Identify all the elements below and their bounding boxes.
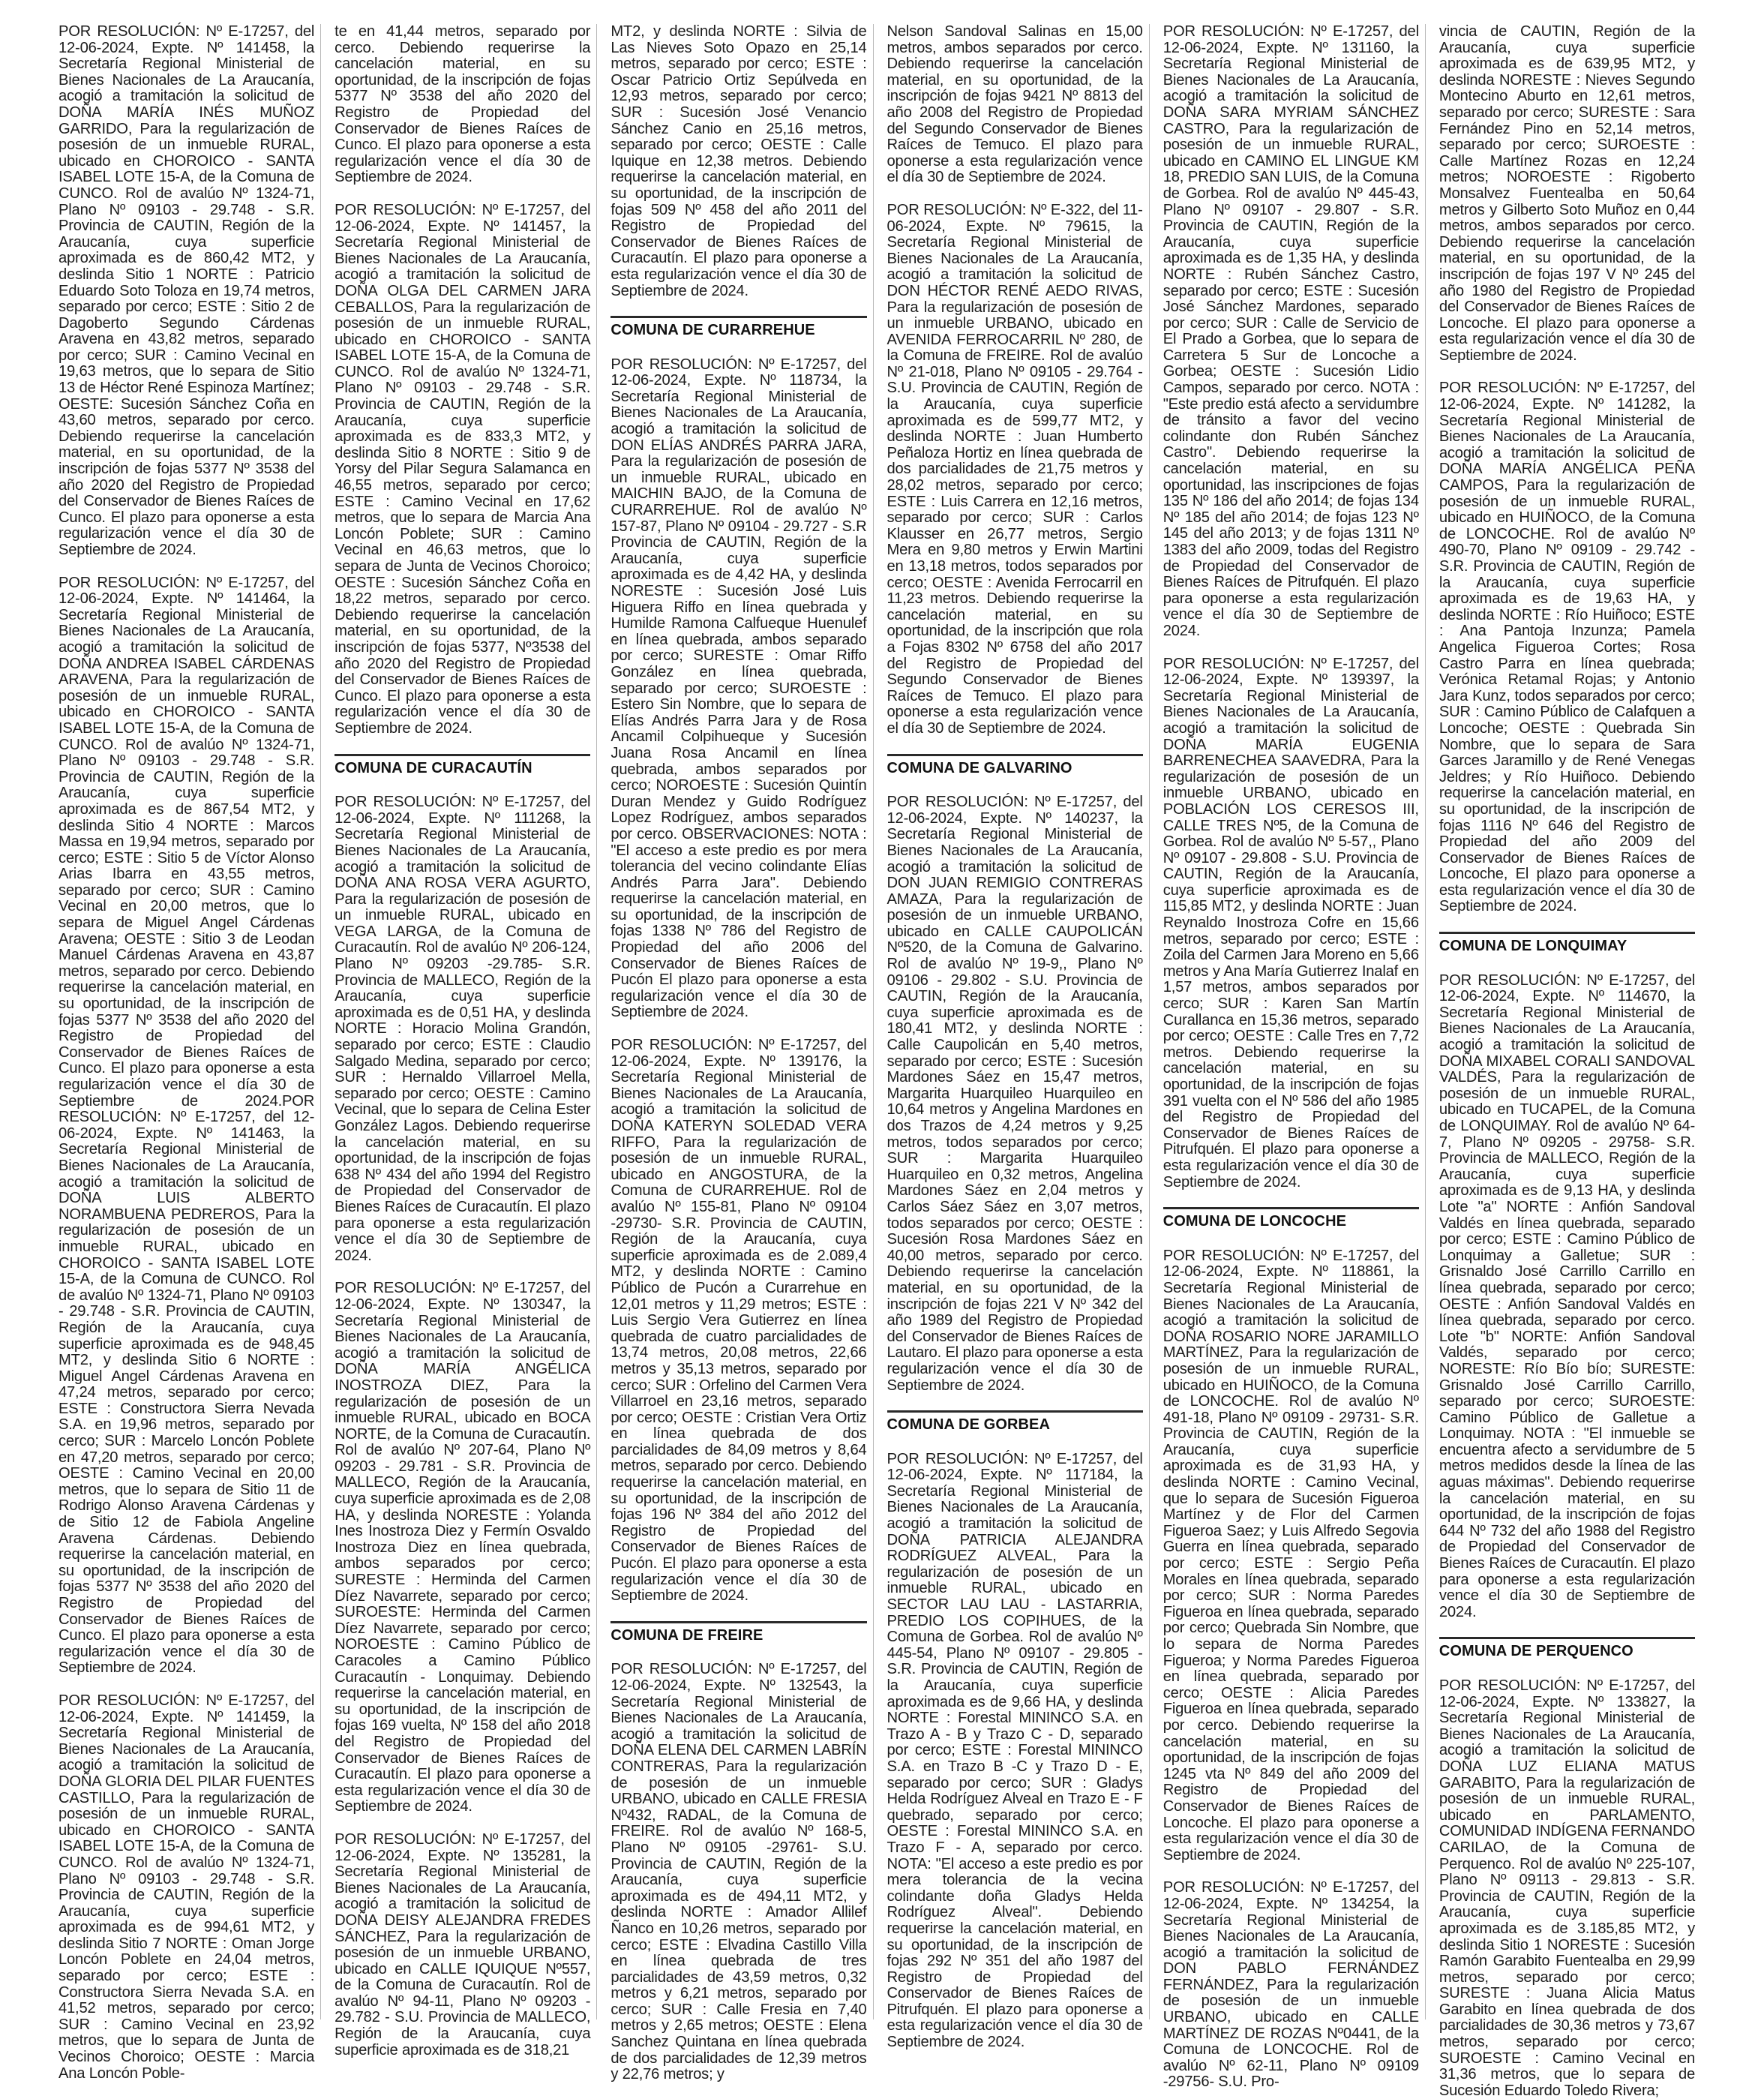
section-heading: COMUNA DE CURARREHUE — [610, 316, 866, 344]
legal-notice: POR RESOLUCIÓN: Nº E-17257, del 12-06-2024, Expte. Nº 135281, la Secretaría Regional Ministerial de Bienes Nacionales de La Araucanía, acogió a tramitación la solicitud de DOÑA DEISY ALEJANDRA FREDES SÁNCHEZ, Para la regularización de posesión de un inmueble URBANO, ubicado en CALLE IQUIQUE Nº557, de la Comuna de Curacautín. Rol de avalúo Nº 94-11, Plano Nº 09203 - 29.782 - S.U. Provincia de MALLECO, Región de la Araucanía, cuya superficie aproximada es de 318,21 — [334, 1830, 591, 2058]
legal-notice: POR RESOLUCIÓN: Nº E-17257, del 12-06-2024, Expte. Nº 140237, la Secretaría Regional Ministerial de Bienes Nacionales de La Araucanía, acogió a tramitación la solicitud de DON JUAN REMIGIO CONTRERAS AMAZA, Para la regularización de posesión de un inmueble URBANO, ubicado en CALLE CAUPOLICÁN Nº520, de la Comuna de Galvarino. Rol de avalúo Nº 19-9,, Plano Nº 09106 - 29.802 - S.U. Provincia de CAUTIN, Región de la Araucanía, cuya superficie aproximada es de 180,41 MT2, y deslinda NORTE : Calle Caupolicán en 5,40 metros, separado por cerco; ESTE : Sucesión Mardones Sáez en 15,47 metros, Margarita Huarquileo Huarquileo en 10,64 metros y Angelina Mardones en dos Trazos de 4,24 metros y 9,25 metros, todos separados por cerco; SUR : Margarita Huarquileo Huarquileo en 0,32 metros, Angelina Mardones Sáez en 2,04 metros y Carlos Sáez Sáez en 3,07 metros, todos separados por cerco; OESTE : Sucesión Rosa Mardones Sáez en 40,00 metros, separado por cerco. Debiendo requerirse la cancelación material, en su oportunidad, de la inscripción de fojas 221 V Nº 342 del año 1989 del Registro de Propiedad del Conservador de Bienes Raíces de Lautaro. El plazo para oponerse a esta regularización vence el día 30 de Septiembre de 2024. — [886, 794, 1143, 1394]
legal-notice: POR RESOLUCIÓN: Nº E-17257, del 12-06-2024, Expte. Nº 118861, la Secretaría Regional Ministerial de Bienes Nacionales de La Araucanía, acogió a tramitación la solicitud de DOÑA ROSARIO NORE JARAMILLO MARTÍNEZ, Para la regularización de posesión de un inmueble RURAL, ubicado en HUIÑOCO, de la Comuna de LONCOCHE. Rol de avalúo Nº 491-18, Plano Nº 09109 - 29731- S.R. Provincia de CAUTIN, Región de la Araucanía, cuya superficie aproximada es de 31,93 HA, y deslinda NORTE : Camino Vecinal, que lo separa de Sucesión Figueroa Martínez y de Flor del Carmen Figueroa Saez; y Luis Alfredo Segovia Guerra en línea quebrada, separado por cerco; ESTE : Sergio Peña Morales en línea quebrada, separado por cerco; SUR : Norma Paredes Figueroa en línea quebrada, separado por cerco; Quebrada Sin Nombre, que lo separa de Norma Paredes Figueroa; y Norma Paredes Figueroa en línea quebrada, separado por cerco; OESTE : Alicia Paredes Figueroa en línea quebrada, separado por cerco. Debiendo requerirse la cancelación material, en su oportunidad, de la inscripción de fojas 1245 vta Nº 849 del año 2009 del Registro de Propiedad del Conservador de Bienes Raíces de Loncoche. El plazo para oponerse a esta regularización vence el día 30 de Septiembre de 2024. — [1162, 1247, 1419, 1863]
section-heading: COMUNA DE LONQUIMAY — [1439, 932, 1695, 959]
legal-notice: POR RESOLUCIÓN: Nº E-17257, del 12-06-2024, Expte. Nº 134254, la Secretaría Regional Ministerial de Bienes Nacionales de La Araucanía, acogió a tramitación la solicitud de DON PABLO FERNÁNDEZ FERNÁNDEZ, Para la regularización de posesión de un inmueble URBANO, ubicado en CALLE MARTÍNEZ DE ROZAS Nº0441, de la Comuna de LONCOCHE. Rol de avalúo Nº 62-11, Plano Nº 09109 -29756- S.U. Pro- — [1162, 1879, 1419, 2091]
legal-notice: vincia de CAUTIN, Región de la Araucanía, cuya superficie aproximada es de 639,95 MT2, y deslinda NORESTE : Nieves Segundo Montecino Aburto en 12,61 metros, separado por cerco; SURESTE : Sara Fernández Pino en 52,14 metros, separado por cerco; SUROESTE : Calle Martínez Rozas en 12,24 metros; NOROESTE : Rigoberto Monsalvez Fuentealba en 50,64 metros y Gilberto Soto Muñoz en 0,44 metros, ambos separados por cerco. Debiendo requerirse la cancelación material, en su oportunidad, de la inscripción de fojas 197 V Nº 245 del año 1980 del Registro de Propiedad del Conservador de Bienes Raíces de Loncoche. El plazo para oponerse a esta regularización vence el día 30 de Septiembre de 2024. — [1438, 23, 1696, 364]
legal-notice: POR RESOLUCIÓN: Nº E-17257, del 12-06-2024, Expte. Nº 141282, la Secretaría Regional Ministerial de Bienes Nacionales de La Araucanía, acogió a tramitación la solicitud de DOÑA MARÍA ANGÉLICA PEÑA CAMPOS, Para la regularización de posesión de un inmueble RURAL, ubicado en HUIÑOCO, de la Comuna de LONCOCHE. Rol de avalúo Nº 490-70, Plano Nº 09109 - 29.742 - S.R. Provincia de CAUTIN, Región de la Araucanía, cuya superficie aproximada es de 19,63 HA, y deslinda NORTE : Río Huiñoco; ESTE : Ana Pantoja Inzunza; Pamela Angelica Figueroa Cortes; Rosa Castro Parra en línea quebrada; Verónica Retamal Rojas; y Antonio Jara Kunz, todos separados por cerco; SUR : Camino Público de Calafquen a Loncoche; OESTE : Quebrada Sin Nombre, que lo separa de Sara Garces Jaramillo y de René Venegas Jeldres; y Río Huiñoco. Debiendo requerirse la cancelación material, en su oportunidad, de la inscripción de fojas 1116 Nº 646 del Registro de Propiedad del año 2009 del Conservador de Bienes Raíces de Loncoche, El plazo para oponerse a esta regularización vence el día 30 de Septiembre de 2024. — [1438, 380, 1696, 915]
column-1 — [58, 23, 321, 2082]
legal-notice: POR RESOLUCIÓN: Nº E-17257, del 12-06-2024, Expte. Nº 139176, la Secretaría Regional Ministerial de Bienes Nacionales de La Araucanía, acogió a tramitación la solicitud de DOÑA KATERYN SOLEDAD VERA RIFFO, Para la regularización de posesión de un inmueble RURAL, ubicado en ANGOSTURA, de la Comuna de CURARREHUE. Rol de avalúo Nº 155-81, Plano Nº 09104 -29730- S.R. Provincia de CAUTIN, Región de la Araucanía, cuya superficie aproximada es de 2.089,4 MT2, y deslinda NORTE : Camino Público de Pucón a Curarrehue en 12,01 metros y 11,29 metros; ESTE : Luis Sergio Vera Gutierrez en línea quebrada de cuatro parcialidades de 13,74 metros, 20,08 metros, 22,66 metros y 35,13 metros, separado por cerco; SUR : Orfelino del Carmen Vera Villarroel en 23,16 metros, separado por cerco; OESTE : Cristian Vera Ortiz en línea quebrada de dos parcialidades de 84,09 metros y 8,64 metros, separado por cerco. Debiendo requerirse la cancelación material, en su oportunidad, de la inscripción de fojas 196 Nº 384 del año 2012 del Registro de Propiedad del Conservador de Bienes Raíces de Pucón. El plazo para oponerse a esta regularización vence el día 30 de Septiembre de 2024. — [610, 1037, 867, 1605]
section-heading: COMUNA DE GORBEA — [887, 1410, 1143, 1438]
legal-notice: POR RESOLUCIÓN: Nº E-17257, del 12-06-2024, Expte. Nº 118734, la Secretaría Regional Ministerial de Bienes Nacionales de La Araucanía, acogió a tramitación la solicitud de DON ELÍAS ANDRÉS PARRA JARA, Para la regularización de posesión de un inmueble RURAL, ubicado en MAICHIN BAJO, de la Comuna de CURARREHUE. Rol de avalúo Nº 157-87, Plano Nº 09104 - 29.727 - S.R Provincia de CAUTIN, Región de la Araucanía, cuya superficie aproximada es de 4,42 HA, y deslinda NORESTE : Sucesión José Luis Higuera Riffo en línea quebrada y Humilde Ramona Calfueque Huenulef en línea quebrada, ambos separado por cerco; SURESTE : Omar Riffo González en línea quebrada, separado por cerco; SUROESTE : Estero Sin Nombre, que lo separa de Elías Andrés Parra Jara y de Rosa Ancamil Colpihueque y Sucesión Juana Rosa Ancamil en línea quebrada, ambos separados por cerco; NOROESTE : Sucesión Quintín Duran Mendez y Guido Rodríguez Lopez Rodríguez, ambos separados por cerco. OBSERVACIONES: NOTA : "El acceso a este predio es por mera tolerancia del vecino colindante Elías Andrés Parra Jara". Debiendo requerirse la cancelación material, en su oportunidad, de la inscripción de fojas 1338 Nº 786 del Registro de Propiedad del año 2006 del Conservador de Bienes Raíces de Pucón El plazo para oponerse a esta regularización vence el día 30 de Septiembre de 2024. — [610, 356, 867, 1021]
column-5 — [1162, 23, 1426, 2091]
legal-notice: POR RESOLUCIÓN: Nº E-17257, del 12-06-2024, Expte. Nº 141457, la Secretaría Regional Ministerial de Bienes Nacionales de La Araucanía, acogió a tramitación la solicitud de DOÑA OLGA DEL CARMEN JARA CEBALLOS, Para la regularización de posesión de un inmueble RURAL, ubicado en CHOROICO - SANTA ISABEL LOTE 15-A, de la Comuna de CUNCO. Rol de avalúo Nº 1324-71, Plano Nº 09103 - 29.748 - S.R. Provincia de CAUTIN, Región de la Araucanía, cuya superficie aproximada es de 833,3 MT2, y deslinda Sitio 8 NORTE : Sitio 9 de Yorsy del Pilar Segura Salamanca en 46,55 metros, separado por cerco; ESTE : Camino Vecinal en 17,62 metros, que lo separa de Marcia Ana Loncón Poblete; SUR : Camino Vecinal en 46,63 metros, que lo separa de Junta de Vecinos Choroico; OESTE : Sucesión Sánchez Coña en 18,22 metros, separado por cerco. Debiendo requerirse la cancelación material, en su oportunidad, de la inscripción de fojas 5377, Nº3538 del año 2020 del Registro de Propiedad del Conservador de Bienes Raíces de Cunco. El plazo para oponerse a esta regularización vence el día 30 de Septiembre de 2024. — [334, 201, 591, 737]
legal-notice: Nelson Sandoval Salinas en 15,00 metros, ambos separados por cerco. Debiendo requerirse la cancelación material, en su oportunidad, de la inscripción de fojas 9421 Nº 8813 del año 2008 del Registro de Propiedad del Segundo Conservador de Bienes Raíces de Temuco. El plazo para oponerse a esta regularización vence el día 30 de Septiembre de 2024. — [886, 23, 1143, 186]
legal-notice: POR RESOLUCIÓN: Nº E-322, del 11-06-2024, Expte. Nº 79615, la Secretaría Regional Ministerial de Bienes Nacionales de La Araucanía, acogió a tramitación la solicitud de DON HÉCTOR RENÉ AEDO RIVAS, Para la regularización de posesión de un inmueble URBANO, ubicado en AVENIDA FERROCARRIL Nº 280, de la Comuna de FREIRE. Rol de avalúo Nº 21-018, Plano Nº 09105 - 29.764 - S.U. Provincia de CAUTIN, Región de la Araucanía, cuya superficie aproximada es de 599,77 MT2, y deslinda NORTE : Juan Humberto Peñaloza Hortiz en línea quebrada de dos parcialidades de 21,75 metros y 28,02 metros, separado por cerco; ESTE : Luis Carrera en 12,16 metros, separado por cerco; SUR : Carlos Klausser en 26,77 metros, Sergio Mera en 9,80 metros y Erwin Martini en 13,18 metros, todos separados por cerco; OESTE : Avenida Ferrocarril en 11,23 metros. Debiendo requerirse la cancelación material, en su oportunidad, de la inscripción que rola a Fojas 8302 Nº 6758 del año 2017 del Registro de Propiedad del Segundo Conservador de Bienes Raíces de Temuco. El plazo para oponerse a esta regularización vence el día 30 de Septiembre de 2024. — [886, 201, 1143, 737]
legal-notice: POR RESOLUCIÓN: Nº E-17257, del 12-06-2024, Expte. Nº 139397, la Secretaría Regional Ministerial de Bienes Nacionales de La Araucanía, acogió a tramitación la solicitud de DOÑA MARÍA EUGENIA BARRENECHEA SAAVEDRA, Para la regularización de posesión de un inmueble URBANO, ubicado en POBLACIÓN LOS CERESOS III, CALLE TRES Nº5, de la Comuna de Gorbea. Rol de avalúo Nº 5-57,, Plano Nº 09107 - 29.808 - S.U. Provincia de CAUTIN, Región de la Araucanía, cuya superficie aproximada es de 115,85 MT2, y deslinda NORTE : Juan Reynaldo Inostroza Cofre en 15,66 metros, separado por cerco; ESTE : Zoila del Carmen Jara Moreno en 5,66 metros y Ana María Gutierrez Inalaf en 1,57 metros, ambos separados por cerco; SUR : Karen San Martín Curallanca en 15,36 metros, separado por cerco; OESTE : Calle Tres en 7,72 metros. Debiendo requerirse la cancelación material, en su oportunidad, de la inscripción de fojas 391 vuelta con el Nº 586 del año 1985 del Registro de Propiedad del Conservador de Bienes Raíces de Pitrufquén. El plazo para oponerse a esta regularización vence el día 30 de Septiembre de 2024. — [1162, 655, 1419, 1191]
section-heading: COMUNA DE CURACAUTÍN — [334, 754, 590, 782]
section-heading: COMUNA DE LONCOCHE — [1163, 1207, 1419, 1235]
legal-notice: POR RESOLUCIÓN: Nº E-17257, del 12-06-2024, Expte. Nº 111268, la Secretaría Regional Ministerial de Bienes Nacionales de La Araucanía, acogió a tramitación la solicitud de DOÑA ANA ROSA VERA AGURTO, Para la regularización de posesión de un inmueble RURAL, ubicado en VEGA LARGA, de la Comuna de Curacautín. Rol de avalúo Nº 206-124, Plano Nº 09203 -29.785- S.R. Provincia de MALLECO, Región de la Araucanía, cuya superficie aproximada es de 0,51 HA, y deslinda NORTE : Horacio Molina Grandón, separado por cerco; ESTE : Claudio Salgado Medina, separado por cerco; SUR : Hernaldo Villarroel Mella, separado por cerco; OESTE : Camino Vecinal, que lo separa de Celina Ester González Lagos. Debiendo requerirse la cancelación material, en su oportunidad, de la inscripción de fojas 638 Nº 434 del año 1994 del Registro de Propiedad del Conservador de Bienes Raíces de Curacautín. El plazo para oponerse a esta regularización vence el día 30 de Septiembre de 2024. — [334, 794, 591, 1264]
legal-notice: POR RESOLUCIÓN: Nº E-17257, del 12-06-2024, Expte. Nº 141464, la Secretaría Regional Ministerial de Bienes Nacionales de La Araucanía, acogió a tramitación la solicitud de DOÑA ANDREA ISABEL CÁRDENAS ARAVENA, Para la regularización de posesión de un inmueble RURAL, ubicado en CHOROICO - SANTA ISABEL LOTE 15-A, de la Comuna de CUNCO. Rol de avalúo Nº 1324-71, Plano Nº 09103 - 29.748 - S.R. Provincia de CAUTIN, Región de la Araucanía, cuya superficie aproximada es de 867,54 MT2, y deslinda Sitio 4 NORTE : Marcos Massa en 19,94 metros, separado por cerco; ESTE : Sitio 5 de Víctor Alonso Arias Ibarra en 43,55 metros, separado por cerco; SUR : Camino Vecinal en 20,00 metros, que lo separa de Miguel Angel Cárdenas Aravena; OESTE : Sitio 3 de Leodan Manuel Cárdenas Aravena en 43,87 metros, separado por cerco. Debiendo requerirse la cancelación material, en su oportunidad, de la inscripción de fojas 5377 Nº 3538 del año 2020 del Registro de Propiedad del Conservador de Bienes Raíces de Cunco. El plazo para oponerse a esta regularización vence el día 30 de Septiembre de 2024.POR RESOLUCIÓN: Nº E-17257, del 12-06-2024, Expte. Nº 141463, la Secretaría Regional Ministerial de Bienes Nacionales de La Araucanía, acogió a tramitación la solicitud de DOÑA LUIS ALBERTO NORAMBUENA PEDREROS, Para la regularización de posesión de un inmueble RURAL, ubicado en CHOROICO - SANTA ISABEL LOTE 15-A, de la Comuna de CUNCO. Rol de avalúo Nº 1324-71, Plano Nº 09103 - 29.748 - S.R. Provincia de CAUTIN, Región de la Araucanía, cuya superficie aproximada es de 948,45 MT2, y deslinda Sitio 6 NORTE : Miguel Angel Cárdenas Aravena en 47,24 metros, separado por cerco; ESTE : Constructora Sierra Nevada S.A. en 19,96 metros, separado por cerco; SUR : Marcelo Loncón Poblete en 47,20 metros, separado por cerco; OESTE : Camino Vecinal en 20,00 metros, que lo separa de Sitio 11 de Rodrigo Alonso Aravena Cárdenas y de Sitio 12 de Fabiola Angeline Aravena Cárdenas. Debiendo requerirse la cancelación material, en su oportunidad, de la inscripción de fojas 5377 Nº 3538 del año 2020 del Registro de Propiedad del Conservador de Bienes Raíces de Cunco. El plazo para oponerse a esta regularización vence el día 30 de Septiembre de 2024. — [58, 574, 315, 1677]
section-heading: COMUNA DE GALVARINO — [887, 754, 1143, 782]
legal-notice: POR RESOLUCIÓN: Nº E-17257, del 12-06-2024, Expte. Nº 114670, la Secretaría Regional Ministerial de Bienes Nacionales de La Araucanía, acogió a tramitación la solicitud de DOÑA MIXABEL CORALI SANDOVAL VALDÉS, Para la regularización de posesión de un inmueble RURAL, ubicado en TUCAPEL, de la Comuna de LONQUIMAY. Rol de avalúo Nº 64-7, Plano Nº 09205 - 29758- S.R. Provincia de MALLECO, Región de la Araucanía, cuya superficie aproximada es de 9,13 HA, y deslinda Lote "a" NORTE : Anfión Sandoval Valdés en línea quebrada, separado por cerco; ESTE : Camino Público de Lonquimay a Galletue; SUR : Grisnaldo José Carrillo Carrillo en línea quebrada, separado por cerco; OESTE : Anfión Sandoval Valdés en línea quebrada, separado por cerco. Lote "b" NORTE: Anfión Sandoval Valdés, separado por cerco; NORESTE: Río Bío bío; SURESTE: Grisnaldo José Carrillo Carrillo, separado por cerco; SUROESTE: Camino Público de Galletue a Lonquimay. NOTA : "El inmueble se encuentra afecto a servidumbre de 5 metros medidos desde la línea de las aguas máximas". Debiendo requerirse la cancelación material, en su oportunidad, de la inscripción de fojas 644 Nº 732 del año 1988 del Registro de Propiedad del Conservador de Bienes Raíces de Curacautín. El plazo para oponerse a esta regularización vence el día 30 de Septiembre de 2024. — [1438, 971, 1696, 1620]
legal-notice: te en 41,44 metros, separado por cerco. Debiendo requerirse la cancelación material, en su oportunidad, de la inscripción de fojas 5377 Nº 3538 del año 2020 del Registro de Propiedad del Conservador de Bienes Raíces de Cunco. El plazo para oponerse a esta regularización vence el día 30 de Septiembre de 2024. — [334, 23, 591, 186]
legal-notice: POR RESOLUCIÓN: Nº E-17257, del 12-06-2024, Expte. Nº 132543, la Secretaría Regional Ministerial de Bienes Nacionales de La Araucanía, acogió a tramitación la solicitud de DOÑA ELENA DEL CARMEN LABRÍN CONTRERAS, Para la regularización de posesión de un inmueble URBANO, ubicado en CALLE FRESIA Nº432, RADAL, de la Comuna de FREIRE. Rol de avalúo Nº 168-5, Plano Nº 09105 -29761- S.U. Provincia de CAUTIN, Región de la Araucanía, cuya superficie aproximada es de 494,11 MT2, y deslinda NORTE : Amador Allilef Ñanco en 10,26 metros, separado por cerco; ESTE : Elvadina Castillo Villa en línea quebrada de tres parcialidades de 43,59 metros, 0,32 metros y 6,21 metros, separado por cerco; SUR : Calle Fresia en 7,40 metros y 2,65 metros; OESTE : Elena Sanchez Quintana en línea quebrada de dos parcialidades de 12,39 metros y 22,76 metros; y — [610, 1661, 867, 2083]
legal-notice: POR RESOLUCIÓN: Nº E-17257, del 12-06-2024, Expte. Nº 117184, la Secretaría Regional Ministerial de Bienes Nacionales de La Araucanía, acogió a tramitación la solicitud de DOÑA PATRICIA ALEJANDRA RODRÍGUEZ ALVEAL, Para la regularización de posesión de un inmueble RURAL, ubicado en SECTOR LAU LAU - LASTARRIA, PREDIO LOS COPIHUES, de la Comuna de Gorbea. Rol de avalúo Nº 445-54, Plano Nº 09107 - 29.805 - S.R. Provincia de CAUTIN, Región de la Araucanía, cuya superficie aproximada es de 9,66 HA, y deslinda NORTE : Forestal MININCO S.A. en Trazo A - B y Trazo C - D, separado por cerco; ESTE : Forestal MININCO S.A. en Trazo B -C y Trazo D - E, separado por cerco; SUR : Gladys Helda Rodríguez Alveal en Trazo E - F quebrado, separado por cerco; OESTE : Forestal MININCO S.A. en Trazo F - A, separado por cerco. NOTA: "El acceso a este predio es por mera tolerancia de la vecina colindante doña Gladys Helda Rodríguez Alveal". Debiendo requerirse la cancelación material, en su oportunidad, de la inscripción de fojas 292 Nº 351 del año 1987 del Registro de Propiedad del Conservador de Bienes Raíces de Pitrufquén. El plazo para oponerse a esta regularización vence el día 30 de Septiembre de 2024. — [886, 1450, 1143, 2051]
column-2 — [334, 23, 597, 2058]
section-heading: COMUNA DE PERQUENCO — [1439, 1637, 1695, 1665]
section-heading: COMUNA DE FREIRE — [610, 1621, 866, 1649]
legal-notice: POR RESOLUCIÓN: Nº E-17257, del 12-06-2024, Expte. Nº 141458, la Secretaría Regional Ministerial de Bienes Nacionales de La Araucanía, acogió a tramitación la solicitud de DOÑA MARÍA INÉS MUÑOZ GARRIDO, Para la regularización de posesión de un inmueble RURAL, ubicado en CHOROICO - SANTA ISABEL LOTE 15-A, de la Comuna de CUNCO. Rol de avalúo Nº 1324-71, Plano Nº 09103 - 29.748 - S.R. Provincia de CAUTIN, Región de la Araucanía, cuya superficie aproximada es de 860,42 MT2, y deslinda Sitio 1 NORTE : Patricio Eduardo Soto Toloza en 19,74 metros, separado por cerco; ESTE : Sitio 2 de Dagoberto Segundo Cárdenas Aravena en 43,82 metros, separado por cerco; SUR : Camino Vecinal en 19,63 metros, que lo separa de Sitio 13 de Héctor René Espinoza Martínez; OESTE: Sucesión Sánchez Coña en 43,60 metros, separado por cerco. Debiendo requerirse la cancelación material, en su oportunidad, de la inscripción de fojas 5377 Nº 3538 del año 2020 del Registro de Propiedad del Conservador de Bienes Raíces de Cunco. El plazo para oponerse a esta regularización vence el día 30 de Septiembre de 2024. — [58, 23, 315, 558]
legal-notice: POR RESOLUCIÓN: Nº E-17257, del 12-06-2024, Expte. Nº 141459, la Secretaría Regional Ministerial de Bienes Nacionales de La Araucanía, acogió a tramitación la solicitud de DOÑA GLORIA DEL PILAR FUENTES CASTILLO, Para la regularización de posesión de un inmueble RURAL, ubicado en CHOROICO - SANTA ISABEL LOTE 15-A, de la Comuna de CUNCO. Rol de avalúo Nº 1324-71, Plano Nº 09103 - 29.748 - S.R. Provincia de CAUTIN, Región de la Araucanía, cuya superficie aproximada es de 994,61 MT2, y deslinda Sitio 7 NORTE : Oman Jorge Loncón Poblete en 24,04 metros, separado por cerco; ESTE : Constructora Sierra Nevada S.A. en 41,52 metros, separado por cerco; SUR : Camino Vecinal en 23,92 metros, que lo separa de Junta de Vecinos Choroico; OESTE : Marcia Ana Loncón Poble- — [58, 1692, 315, 2082]
column-3 — [610, 23, 873, 2083]
legal-notice: POR RESOLUCIÓN: Nº E-17257, del 12-06-2024, Expte. Nº 133827, la Secretaría Regional Ministerial de Bienes Nacionales de La Araucanía, acogió a tramitación la solicitud de DOÑA LUZ ELIANA MATUS GARABITO, Para la regularización de posesión de un inmueble RURAL, ubicado en PARLAMENTO, COMUNIDAD INDÍGENA FERNANDO CARILAO, de la Comuna de Perquenco. Rol de avalúo Nº 225-107, Plano Nº 09113 - 29.813 - S.R. Provincia de CAUTIN, Región de la Araucanía, cuya superficie aproximada es de 3.185,85 MT2, y deslinda Sitio 1 NORESTE : Sucesión Ramón Garabito Fuentealba en 29,99 metros, separado por cerco; SURESTE : Juana Alicia Matus Garabito en línea quebrada de dos parcialidades de 30,36 metros y 73,67 metros, separado por cerco; SUROESTE : Camino Vecinal en 31,36 metros, que lo separa de Sucesión Eduardo Toledo Rivera; — [1438, 1677, 1696, 2099]
legal-notice: MT2, y deslinda NORTE : Silvia de Las Nieves Soto Opazo en 25,14 metros, separado por cerco; ESTE : Oscar Patricio Ortiz Sepúlveda en 12,93 metros, separado por cerco; SUR : Sucesión José Venancio Sánchez Canio en 25,16 metros, separado por cerco; OESTE : Calle Iquique en 12,38 metros. Debiendo requerirse la cancelación material, en su oportunidad, de la inscripción de fojas 509 Nº 458 del año 2011 del Registro de Propiedad del Conservador de Bienes Raíces de Curacautín. El plazo para oponerse a esta regularización vence el día 30 de Septiembre de 2024. — [610, 23, 867, 299]
column-6 — [1438, 23, 1701, 2099]
newspaper-page — [58, 23, 1701, 2099]
legal-notice: POR RESOLUCIÓN: Nº E-17257, del 12-06-2024, Expte. Nº 131160, la Secretaría Regional Ministerial de Bienes Nacionales de La Araucanía, acogió a tramitación la solicitud de DOÑA SARA MYRIAM SÁNCHEZ CASTRO, Para la regularización de posesión de un inmueble RURAL, ubicado en CAMINO EL LINGUE KM 18, PREDIO SAN LUIS, de la Comuna de Gorbea. Rol de avalúo Nº 445-43, Plano Nº 09107 - 29.807 - S.R. Provincia de CAUTIN, Región de la Araucanía, cuya superficie aproximada es de 1,35 HA, y deslinda NORTE : Rubén Sánchez Castro, separado por cerco; ESTE : Sucesión José Sánchez Mardones, separado por cerco; SUR : Calle de Servicio de El Prado a Gorbea, que lo separa de Carretera 5 Sur de Loncoche a Gorbea; OESTE : Sucesión Lidio Campos, separado por cerco. NOTA : "Este predio está afecto a servidumbre de tránsito a favor del vecino colindante don Rubén Sánchez Castro". Debiendo requerirse la cancelación material, en su oportunidad, las inscripciones de fojas 135 Nº 186 del año 2014; de fojas 134 Nº 185 del año 2014; de fojas 123 Nº 145 del año 2013; y de fojas 1311 Nº 1383 del año 2009, todas del Registro de Propiedad del Conservador de Bienes Raíces de Pitrufquén. El plazo para oponerse a esta regularización vence el día 30 de Septiembre de 2024. — [1162, 23, 1419, 639]
legal-notice: POR RESOLUCIÓN: Nº E-17257, del 12-06-2024, Expte. Nº 130347, la Secretaría Regional Ministerial de Bienes Nacionales de La Araucanía, acogió a tramitación la solicitud de DOÑA MARÍA ANGÉLICA INOSTROZA DIEZ, Para la regularización de posesión de un inmueble RURAL, ubicado en BOCA NORTE, de la Comuna de Curacautín. Rol de avalúo Nº 207-64, Plano Nº 09203 - 29.781 - S.R. Provincia de MALLECO, Región de la Araucanía, cuya superficie aproximada es de 2,08 HA, y deslinda NORESTE : Yolanda Ines Inostroza Diez y Fermín Osvaldo Inostroza Diez en línea quebrada, ambos separados por cerco; SURESTE : Herminda del Carmen Díez Navarrete, separado por cerco; SUROESTE: Herminda del Carmen Díez Navarrete, separado por cerco; NOROESTE : Camino Público de Caracoles a Camino Público Curacautín - Lonquimay. Debiendo requerirse la cancelación material, en su oportunidad, de la inscripción de fojas 169 vuelta, Nº 158 del año 2018 del Registro de Propiedad del Conservador de Bienes Raíces de Curacautín. El plazo para oponerse a esta regularización vence el día 30 de Septiembre de 2024. — [334, 1280, 591, 1815]
column-4 — [886, 23, 1150, 2051]
